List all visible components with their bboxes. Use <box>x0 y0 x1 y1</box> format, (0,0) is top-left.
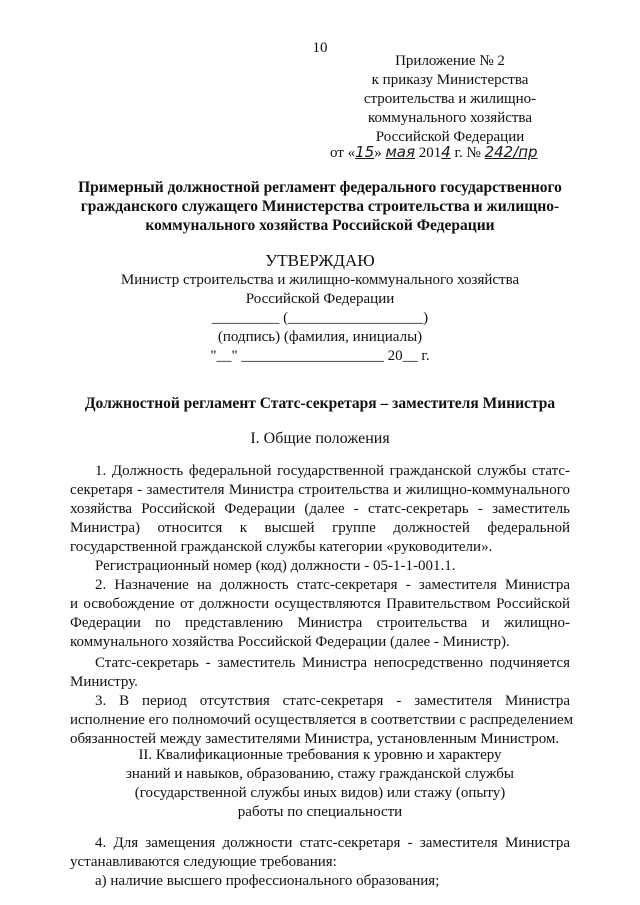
paragraph-line: коммунального хозяйства Российской Федерации (далее - Министр). <box>70 634 510 650</box>
paragraph-line: Министру. <box>70 674 138 690</box>
section2-title <box>70 746 570 822</box>
section1-title: I. Общие положения <box>250 430 390 447</box>
order-day-handwritten: 15 <box>355 143 375 161</box>
page-number: 10 <box>312 40 328 56</box>
appendix-line: к приказу Министерства <box>371 72 529 88</box>
paragraph-line: устанавливаются следующие требования: <box>70 854 337 870</box>
section2-title-line: II. Квалификационные требования к уровню и характеру <box>138 747 502 763</box>
title-line: Примерный должностной регламент федерального государственного <box>78 179 562 196</box>
paragraph-line: обязанностей между заместителями Министра, установленным Министром. <box>70 731 560 747</box>
section2-title-line: работы по специальности <box>237 804 403 820</box>
approval-heading: УТВЕРЖДАЮ <box>265 251 375 270</box>
approval-line: Министр строительства и жилищно-коммунального хозяйства <box>120 272 520 288</box>
paragraph-4 <box>70 834 570 891</box>
paragraph-line: 3. В период отсутствия статс-секретаря - заместителя Министра <box>95 693 570 709</box>
appendix-line: строительства и жилищно- <box>363 91 537 107</box>
paragraph-line: 4. Для замещения должности статс-секретаря - заместителя Министра <box>95 835 570 851</box>
paragraph-line: хозяйства Российской Федерации (далее - статс-секретарь - заместитель <box>70 501 570 517</box>
order-month-handwritten: мая <box>385 143 415 161</box>
paragraph-2b <box>70 654 574 749</box>
document-title <box>60 178 580 235</box>
signature-line: _________ (__________________) <box>211 310 429 326</box>
title-line: гражданского служащего Министерства строительства и жилищно- <box>80 198 560 215</box>
paragraph-line: 2. Назначение на должность статс-секретаря - заместителя Министра <box>95 577 570 593</box>
paragraph-line: секретаря - заместителя Министра строительства и жилищно-коммунального <box>70 482 570 498</box>
section2-title-line: знаний и навыков, образованию, стажу гражданской службы <box>125 766 515 782</box>
order-prefix: от « <box>330 145 356 161</box>
paragraph-line: Министра) относится к высшей группе должностей федеральной <box>70 520 570 536</box>
title-line: коммунального хозяйства Российской Федерации <box>145 217 495 234</box>
appendix-line: коммунального хозяйства <box>368 110 532 126</box>
appendix-header <box>330 52 570 147</box>
appendix-line: Приложение № 2 <box>395 53 505 69</box>
appendix-line: Российской Федерации <box>375 129 525 145</box>
order-number-handwritten: 242/пр <box>484 143 538 161</box>
order-year-handwritten: 4 <box>441 143 451 161</box>
order-mid1: » <box>374 145 386 161</box>
paragraph-line: государственной гражданской службы категории «руководители». <box>70 539 493 555</box>
approval-block <box>80 250 560 366</box>
approval-line: Российской Федерации <box>245 291 395 307</box>
order-date-number <box>330 143 538 162</box>
paragraph-line: и освобождение от должности осуществляются Правительством Российской <box>70 596 570 612</box>
order-mid2: 201 <box>414 145 442 161</box>
order-mid3: г. № <box>450 145 485 161</box>
paragraph-line: исполнение его полномочий осуществляется в соответствии с распределением <box>70 712 574 728</box>
paragraph-line: а) наличие высшего профессионального образования; <box>95 873 440 889</box>
paragraph-line: Федерации по представлению Министра строительства и жилищно- <box>70 615 570 631</box>
paragraph-1 <box>70 462 570 652</box>
registration-number: Регистрационный номер (код) должности - 05-1-1-001.1. <box>95 558 456 574</box>
approval-date-line: "__" ___________________ 20__ г. <box>210 348 430 364</box>
regulation-title: Должностной регламент Статс-секретаря – заместителя Министра <box>84 395 556 412</box>
section2-title-line: (государственной службы иных видов) или стажу (опыту) <box>134 785 506 801</box>
signature-caption: (подпись) (фамилия, инициалы) <box>217 329 423 345</box>
paragraph-line: Статс-секретарь - заместитель Министра непосредственно подчиняется <box>95 655 570 671</box>
paragraph-line: 1. Должность федеральной государственной гражданской службы статс- <box>95 463 570 479</box>
